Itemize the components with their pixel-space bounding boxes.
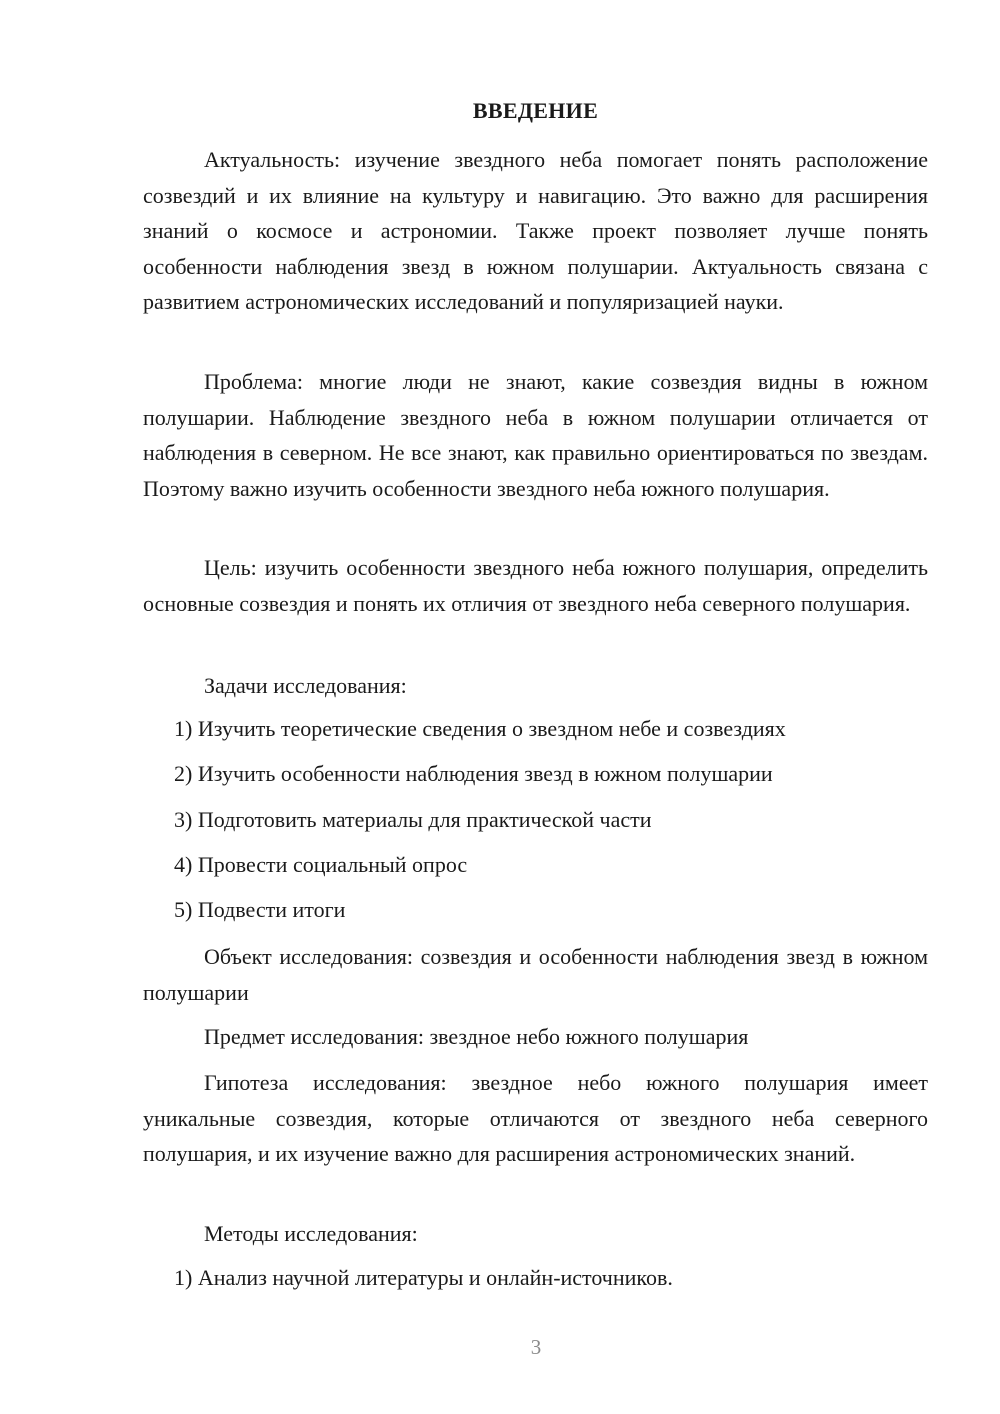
problem-paragraph — [143, 364, 928, 506]
goal-paragraph — [143, 550, 928, 621]
task-item-2: 2) Изучить особенности наблюдения звезд в южном полушарии — [174, 761, 773, 786]
goal-text: Цель: изучить особенности звездного неба южного полушария, определить основные созвездия и понять их отличия от звездного неба северного полушария. — [143, 555, 928, 616]
task-item-4: 4) Провести социальный опрос — [174, 852, 468, 877]
tasks-title-paragraph — [143, 668, 928, 704]
method-item-1: 1) Анализ научной литературы и онлайн-источников. — [174, 1265, 673, 1290]
hypothesis-paragraph — [143, 1065, 928, 1172]
relevance-text: Актуальность: изучение звездного неба помогает понять расположение созвездий и их влияние на культуру и навигацию. Это важно для расширения знаний о космосе и астрономии. Также проект позволяет лучше понять особенности наблюдения звезд в южном полушарии. Актуальность связана с развитием астрономических исследований и популяризацией науки. — [143, 147, 928, 314]
problem-text: Проблема: многие люди не знают, какие созвездия видны в южном полушарии. Наблюдение звездного неба в южном полушарии отличается от наблюдения в северном. Не все знают, как правильно ориентироваться по звездам. Поэтому важно изучить особенности звездного неба южного полушария. — [143, 369, 928, 501]
page-number: 3 — [530, 1335, 542, 1359]
task-item-5: 5) Подвести итоги — [174, 897, 346, 922]
task-item-1: 1) Изучить теоретические сведения о звездном небе и созвездиях — [174, 716, 786, 741]
subject-text: Предмет исследования: звездное небо южного полушария — [204, 1024, 749, 1049]
methods-title: Методы исследования: — [204, 1221, 418, 1246]
subject-paragraph — [143, 1019, 928, 1055]
task-item-3: 3) Подготовить материалы для практической части — [174, 807, 652, 832]
relevance-paragraph — [143, 142, 928, 320]
object-paragraph — [143, 939, 928, 1010]
hypothesis-text: Гипотеза исследования: звездное небо южного полушария имеет уникальные созвездия, которые отличаются от звездного неба северного полушария, и их изучение важно для расширения астрономических знаний. — [143, 1070, 928, 1166]
object-text: Объект исследования: созвездия и особенности наблюдения звезд в южном полушарии — [143, 944, 928, 1005]
page-title: ВВЕДЕНИЕ — [472, 98, 599, 123]
methods-title-paragraph — [143, 1216, 928, 1252]
tasks-title: Задачи исследования: — [204, 673, 407, 698]
